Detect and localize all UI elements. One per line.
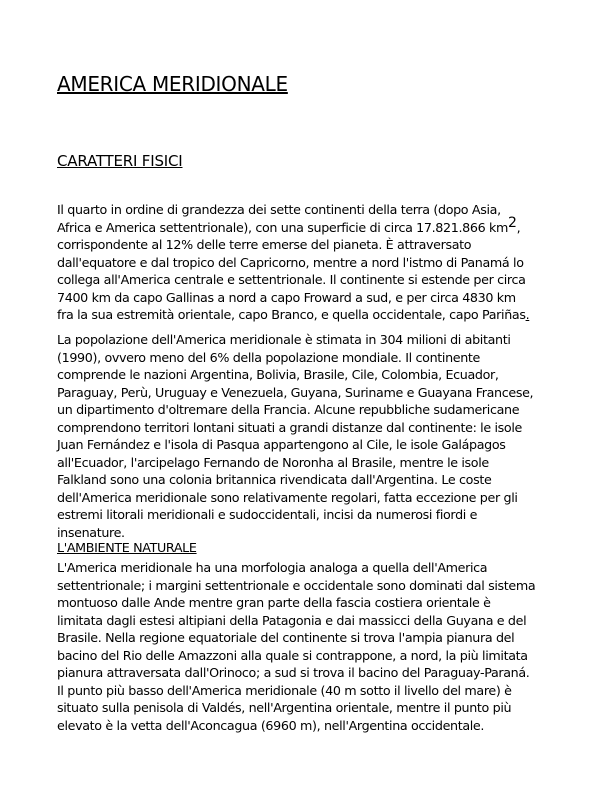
text-line: dell'America meridionale sono relativamente regolari, fatta eccezione per gli: [57, 489, 518, 505]
text-line: corrispondente al 12% delle terre emerse del pianeta. È attraversato: [57, 237, 472, 252]
text-line: comprendono territori lontani situati a grandi distanze dal continente: le isole: [57, 419, 522, 435]
text-line: Falkland sono una colonia britannica rivendicata dall'Argentina. Le coste: [57, 472, 492, 487]
text-line: Africa e America settentrionale), con una superficie di circa 17.821.866 km: [57, 219, 509, 235]
text-line: 7400 km da capo Gallinas a nord a capo Froward a sud, e per circa 4830 km: [57, 289, 516, 305]
text-line: Paraguay, Perù, Uruguay e Venezuela, Guyana, Suriname e Guayana Francese,: [57, 384, 534, 400]
paragraph-surface: [57, 201, 557, 324]
text-line: Brasile. Nella regione equatoriale del continente si trova l'ampia pianura del: [57, 630, 515, 645]
text-line: Juan Fernández e l'isola di Pasqua appartengono al Cile, le isole Galápagos: [57, 437, 506, 452]
text-line: situato sulla penisola di Valdés, nell'Argentina orientale, mentre il punto più: [57, 700, 512, 715]
text-line: (1990), ovvero meno del 6% della popolazione mondiale. Il continente: [57, 349, 480, 365]
text-line: bacino del Rio delle Amazzoni alla quale si contrappone, a nord, la più limitata: [57, 647, 528, 663]
text-line: dall'equatore e dal tropico del Capricorno, mentre a nord l'istmo di Panamá lo: [57, 254, 524, 270]
text-line: un dipartimento d'oltremare della Francia. Alcune repubbliche sudamericane: [57, 402, 520, 417]
section-heading-caratteri-fisici: CARATTERI FISICI: [57, 152, 183, 170]
text-line: Il quarto in ordine di grandezza dei sette continenti della terra (dopo Asia,: [57, 202, 501, 217]
paragraph-population: [57, 331, 557, 541]
section-heading-ambiente-naturale: L'AMBIENTE NATURALE: [57, 540, 197, 555]
text-line-with-superscript: [57, 214, 557, 237]
text-line: estremi litorali meridionali e sudoccidentali, incisi da numerosi fiordi e: [57, 507, 478, 522]
comma: ,: [516, 219, 521, 235]
text-line: La popolazione dell'America meridionale è stimata in 304 milioni di abitanti: [57, 332, 511, 347]
superscript-squared: 2: [508, 214, 517, 231]
text-line: limitata dagli estesi altipiani della Patagonia e dai massicci della Guyana e del: [57, 612, 527, 628]
paragraph-morphology: [57, 559, 557, 734]
text-line: L'America meridionale ha una morfologia analoga a quella dell'America: [57, 560, 488, 575]
text-line: settentrionale; i margini settentrionale e occidentale sono dominati dal sistema: [57, 577, 536, 593]
text-line: pianura attraversata dall'Orinoco; a sud si trova il bacino del Paraguay-Paraná.: [57, 665, 530, 680]
text-line: montuoso dalle Ande mentre gran parte della fascia costiera orientale è: [57, 595, 491, 610]
page-title: AMERICA MERIDIONALE: [57, 72, 288, 96]
text-line: collega all'America centrale e settentrionale. Il continente si estende per circa: [57, 272, 526, 287]
text-line-last: [57, 306, 557, 324]
text-line: elevato è la vetta dell'Aconcagua (6960 m), nell'Argentina occidentale.: [57, 717, 485, 733]
text-line: comprende le nazioni Argentina, Bolivia, Brasile, Cile, Colombia, Ecuador,: [57, 367, 499, 382]
text-line: all'Ecuador, l'arcipelago Fernando de Noronha al Brasile, mentre le isole: [57, 454, 489, 470]
period: .: [525, 307, 530, 322]
text-line: insenature.: [57, 524, 125, 540]
text-line: fra la sua estremità orientale, capo Branco, e quella occidentale, capo Pariñas: [57, 307, 526, 322]
text-line: Il punto più basso dell'America meridionale (40 m sotto il livello del mare) è: [57, 682, 512, 698]
